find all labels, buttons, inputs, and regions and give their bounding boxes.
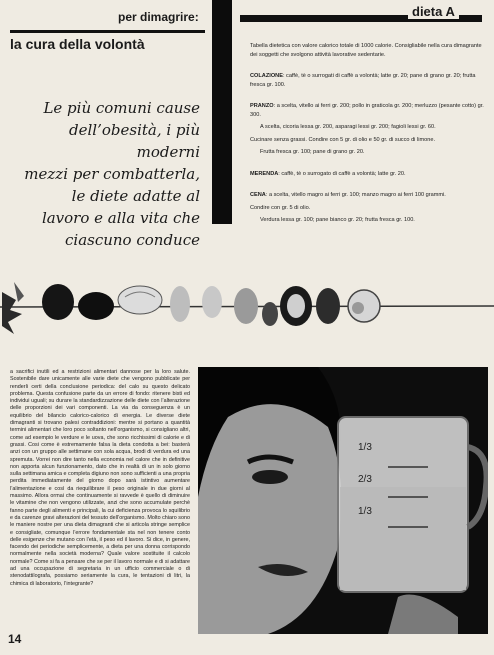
diet-item — [250, 204, 486, 213]
cup-mark-label: 2/3 — [358, 474, 372, 485]
diet-item-text: Frutta fresca gr. 100; pane di grano gr. 20. — [260, 149, 365, 155]
article-body-text: a sacrifici inutili ed a restrizioni alimentari dannose per la loro salute. Sostenibile dare unicamente alle varie diete che vengono pubblicate per renderli certi della conclusione periodica: del calo su questo delicato problema. Questa confusione parte da un errore di fondo: ritenere bisti ed individui uguali; su durare la standardizzazione delle diete con l’alterazione delle proporzioni dei vari componenti. La via da conseguenza è un equilibrio del bilancio calorico-calorico di energia. Le diverse diete dimagranti si trovano palesi contraddizioni: mentre si portano a quantità termini alimentari che loro poco soltanto nell’organismo, si consigliano altri, come ad esempio le verdure e le uova, che sono ricchissimi di calorie e di grassi. Cosi come è estremamente falsa la dieta condotta a bei: basterà anzi con un gruppo alle settimane con sola acqua, brodi di verdura ed una spremuta. Vorrei non dire tanto nella economia nel calore che in definitive non apporta alcun funzionamento, dato che in realtà di un in solo giorno sulla settimana amica e completa digiuno non sono sufficienti a una propria perdita immediatamente del giorno dopo sarà istintivo aumentare l’alimentazione e così da riequilibrare il peso originale in due giorni al massimo. Allora ormai che continuamente si ravvede è quello di diminuire le vitamine che non vengono utilizzate, anzi che sono accumulate perchè fanno parte degli alimenti e principali, la cui deficienza provoca lo squilibrio e da carenze gravi alterazioni del tessuto dell’organismo. Molto chiaro sono le maniere nostre per una dieta dimagranti che si articola stringe semplice e consigliate, comunque l’errore fondamentale sta nel non tenere conto delle esigenze che mutano con l’età, il peso ed il lavoro. Si dice, in genere, facendo dei periodiche semplicemente, a dieta per una donna corrispondo normalmente nella società moderna? Quale valore sostituite il calcolo normale? Come si fa a pensare che se per il lavoro normale e di si adattare ad una occupazione di segretaria in un ufficio commerciale o di stenodattilografa, possiamo seriamente la cura, le tentazioni di litri, la chimica di laboratorio, l’integrante? — [10, 369, 190, 587]
woman-with-measuring-cup-photo — [198, 367, 488, 634]
diet-item-label: CENA — [250, 192, 266, 198]
diet-item-text: Cucinare senza grassi. Condire con 5 gr. di olio e 50 gr. di succo di limone. — [250, 136, 436, 143]
intro-pull-quote — [14, 97, 200, 251]
shrimp-piece — [118, 286, 162, 314]
diet-item-label: COLAZIONE — [250, 73, 283, 79]
diet-item-text: Verdura lessa gr. 100; pane bianco gr. 20; frutta fresca gr. 100. — [260, 217, 415, 223]
diet-item-text: Condire con gr. 5 di olio. — [250, 204, 311, 211]
intro-line: dell’obesità, i più moderni — [69, 121, 200, 161]
intro-line: mezzi per combatterla, — [24, 165, 200, 183]
page-number: 14 — [8, 632, 22, 646]
diet-item-text: : caffè, tè o surrogato di caffè a volontà; latte gr. 20. — [278, 170, 406, 177]
intro-line: Le più comuni cause — [43, 99, 200, 117]
diet-item — [250, 191, 486, 200]
pepper-piece — [316, 288, 340, 324]
cup-liquid — [340, 487, 466, 590]
article-title: la cura della volontà — [10, 36, 145, 52]
cup-mark-label: 1/3 — [358, 506, 372, 517]
diet-item-text: : a scelta, vitello magro ai ferri gr. 100; manzo magro ai ferri 100 grammi. — [265, 192, 446, 198]
shrimp-piece — [170, 286, 190, 322]
title-rule — [10, 30, 205, 33]
diet-table — [250, 42, 486, 229]
intro-line: le diete adatte al — [71, 187, 200, 205]
olive-piece — [42, 284, 74, 320]
cup-mark-label: 1/3 — [358, 442, 372, 453]
diet-item — [250, 102, 486, 119]
intro-line: ciascuno conduce — [65, 231, 200, 249]
diet-item-label: MERENDA — [250, 170, 279, 177]
diet-item-label: PRANZO — [250, 103, 274, 109]
meat-piece — [78, 292, 114, 320]
mushroom-detail — [352, 302, 364, 314]
shrimp-piece — [202, 286, 222, 318]
diet-item-text: : caffè, tè o surrogati di caffè a volontà; latte gr. 20; pane di grano gr. 20; frutta fresca gr. 100. — [250, 73, 476, 88]
eye-shape — [252, 470, 288, 484]
diet-item — [250, 170, 486, 179]
diet-item-text: A scelta, cicoria lessa gr. 200, asparagi lessi gr. 200; fagioli lessi gr. 60. — [260, 124, 436, 130]
diet-item — [250, 72, 486, 89]
diet-item — [250, 216, 486, 225]
lettuce-piece — [2, 282, 24, 334]
diet-item — [250, 148, 486, 157]
shrimp-piece — [234, 288, 258, 324]
section-label: dieta A — [408, 4, 459, 19]
food-skewer-illustration — [0, 262, 494, 352]
diet-item-text: : a scelta, vitello ai ferri gr. 200; pollo in graticola gr. 200; merluzzo (pesante cotto) gr. 300. — [250, 103, 484, 118]
article-kicker: per dimagrire: — [118, 10, 199, 24]
article-body — [10, 369, 190, 588]
pepper-piece — [262, 302, 278, 326]
diet-item — [250, 123, 486, 132]
diet-item — [250, 136, 486, 145]
vertical-divider-bar — [212, 0, 232, 224]
diet-intro: Tabella dietetica con valore calorico totale di 1000 calorie. Consigliabile nella cura dimagrante dei soggetti che svolgono attività lavorative sedentarie. — [250, 43, 482, 58]
onion-ring — [287, 294, 305, 318]
intro-line: lavoro e alla vita che — [41, 209, 200, 227]
